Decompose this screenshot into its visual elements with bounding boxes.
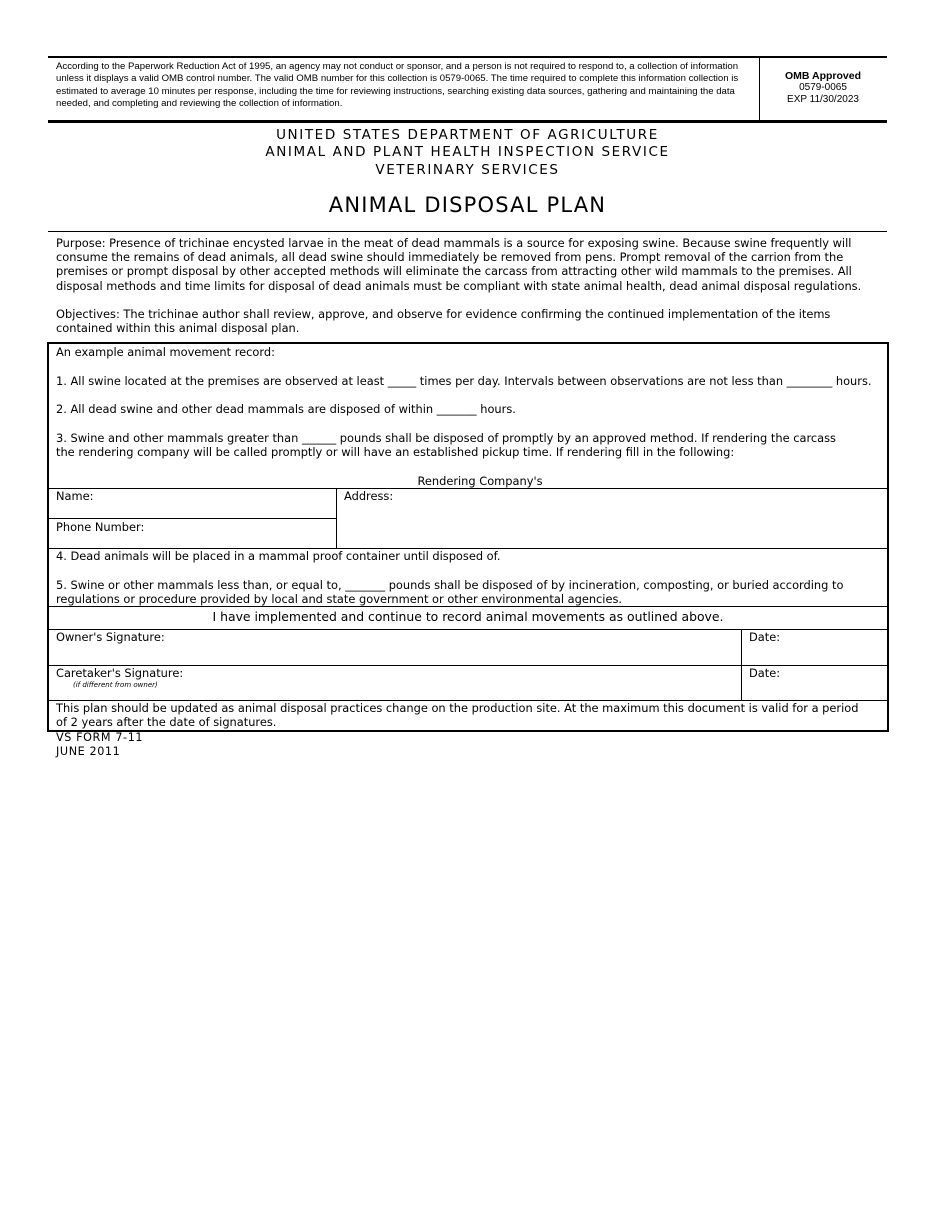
title-divider (48, 231, 887, 232)
agency-service: ANIMAL AND PLANT HEALTH INSPECTION SERVICE (265, 144, 670, 160)
rendering-phone-field[interactable]: Phone Number: (56, 520, 145, 534)
form-date: JUNE 2011 (56, 745, 121, 758)
divider (336, 488, 337, 548)
item-observation-frequency[interactable]: 1. All swine located at the premises are observed at least _____ times per day. Intervals between observations are not less than ________ hours. (56, 374, 872, 388)
divider (49, 518, 336, 519)
caretaker-signature-field[interactable] (56, 666, 731, 698)
pra-notice-box (48, 56, 887, 123)
omb-approved-label: OMB Approved (784, 70, 862, 82)
owner-signature-field[interactable]: Owner's Signature: (56, 630, 165, 644)
agency-division: VETERINARY SERVICES (375, 162, 560, 178)
rendering-address-field[interactable]: Address: (344, 489, 394, 503)
caretaker-date-field[interactable]: Date: (749, 666, 781, 680)
disposal-plan-table (47, 342, 889, 732)
page-title: ANIMAL DISPOSAL PLAN (328, 193, 607, 217)
divider (49, 606, 887, 607)
omb-number: 0579-0065 (799, 82, 847, 93)
objectives-paragraph: Objectives: The trichinae author shall review, approve, and observe for evidence confirming the continued implementation of the items contained within this animal disposal plan. (56, 307, 831, 336)
owner-date-field[interactable]: Date: (749, 630, 781, 644)
caretaker-signature-label: Caretaker's Signature: (56, 666, 184, 680)
omb-expiration: EXP 11/30/2023 (787, 94, 859, 105)
rendering-name-field[interactable]: Name: (56, 489, 94, 503)
item-container: 4. Dead animals will be placed in a mammal proof container until disposed of. (56, 549, 501, 563)
certification-statement: I have implemented and continue to record animal movements as outlined above. (212, 609, 724, 624)
agency-department: UNITED STATES DEPARTMENT OF AGRICULTURE (276, 127, 659, 143)
item-disposal-time[interactable]: 2. All dead swine and other dead mammals are disposed of within _______ hours. (56, 402, 516, 416)
rendering-company-heading: Rendering Company's (417, 474, 543, 488)
purpose-paragraph: Purpose: Presence of trichinae encysted larvae in the meat of dead mammals is a source for exposing swine. Because swine frequently will consume the remains of dead animals, all dead swine should immediately be removed from pens. Prompt removal of the carrion from the premises or prompt disposal by other accepted methods will eliminate the carcass from attracting other wild mammals to the premises. All disposal methods and time limits for disposal of dead animals must be compliant with state animal health, dead animal disposal regulations. (56, 236, 862, 293)
omb-approval-block (760, 70, 886, 106)
item-large-animal-disposal[interactable]: 3. Swine and other mammals greater than ______ pounds shall be disposed of promptly by an approved method. If rendering the carcass the rendering company will be called promptly or will have an established pickup time. If rendering fill in the following: (56, 431, 836, 460)
item-small-animal-disposal[interactable]: 5. Swine or other mammals less than, or equal to, _______ pounds shall be disposed of by incineration, composting, or buried according to regulations or procedure provided by local and state government or other environmental agencies. (56, 578, 844, 607)
form-number: VS FORM 7-11 (56, 731, 144, 744)
caretaker-note: (if different from owner) (73, 681, 158, 689)
validity-statement: This plan should be updated as animal disposal practices change on the production site. At the maximum this document is valid for a period of 2 years after the date of signatures. (56, 701, 859, 730)
paperwork-reduction-notice: According to the Paperwork Reduction Act of 1995, an agency may not conduct or sponsor, and a person is not required to respond to, a collection of information unless it displays a valid OMB control number. The valid OMB number for this collection is 0579-0065. The time required to complete this information collection is estimated to average 10 minutes per response, including the time for reviewing instructions, searching existing data sources, gathering and maintaining the data needed, and completing and reviewing the collection of information. (56, 61, 739, 110)
record-intro: An example animal movement record: (56, 345, 275, 359)
